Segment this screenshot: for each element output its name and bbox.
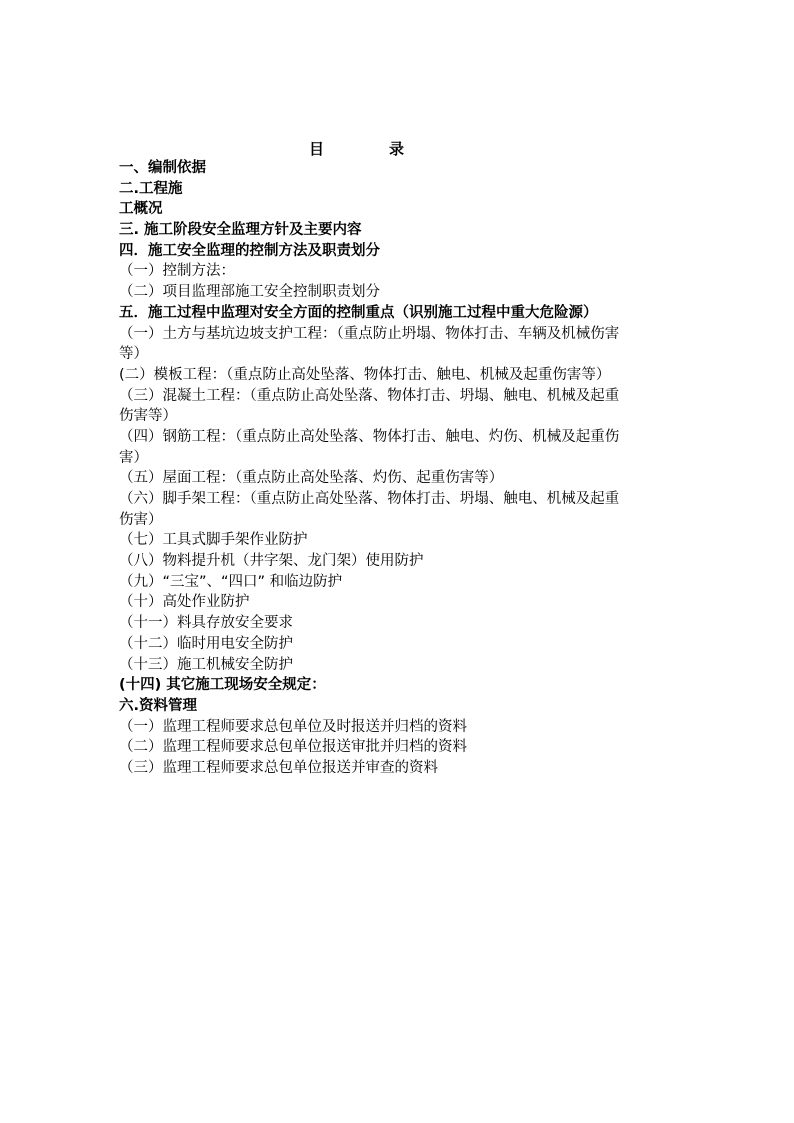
toc-entry: （六）脚手架工程：（重点防止高处坠落、物体打击、坍塌、触电、机械及起重 xyxy=(119,491,620,507)
toc-entry: 四．施工安全监理的控制方法及职责划分 xyxy=(119,242,380,259)
toc-title-part2: 录 xyxy=(389,140,405,158)
table-of-contents xyxy=(119,158,679,779)
toc-entry: （十）高处作业防护 xyxy=(119,594,250,611)
toc-title xyxy=(0,138,794,160)
toc-entry: （五）屋面工程：（重点防止高处坠落、灼伤、起重伤害等） xyxy=(119,470,504,487)
toc-entry: （十三）施工机械安全防护 xyxy=(119,656,293,673)
toc-entry: 害） xyxy=(119,449,148,466)
toc-entry: 工概况 xyxy=(119,201,163,218)
toc-entry: （三）监理工程师要求总包单位报送并审查的资料 xyxy=(119,759,438,776)
toc-entry: （九）“三宝”、“四口” 和临边防护 xyxy=(119,573,343,590)
toc-entry: （七）工具式脚手架作业防护 xyxy=(119,532,308,549)
toc-entry: 五．施工过程中监理对安全方面的控制重点（识别施工过程中重大危险源） xyxy=(119,304,598,321)
toc-entry: （十一）料具存放安全要求 xyxy=(119,615,293,632)
toc-entry: 六.资料管理 xyxy=(119,697,198,714)
toc-entry: 一、编制依据 xyxy=(119,160,206,176)
toc-entry: 三. 施工阶段安全监理方针及主要内容 xyxy=(119,222,362,239)
toc-entry: （三）混凝土工程：（重点防止高处坠落、物体打击、坍塌、触电、机械及起重 xyxy=(119,387,620,404)
toc-title-part1: 目 xyxy=(309,140,325,158)
toc-entry: 伤害等） xyxy=(119,408,177,425)
toc-entry: (十四) 其它施工现场安全规定： xyxy=(119,677,326,694)
toc-entry: （二）监理工程师要求总包单位报送审批并归档的资料 xyxy=(119,739,467,756)
toc-entry: 伤害） xyxy=(119,511,163,528)
toc-entry: （一）控制方法： xyxy=(119,263,235,280)
toc-entry: (二）模板工程：（重点防止高处坠落、物体打击、触电、机械及起重伤害等） xyxy=(119,366,611,383)
toc-entry: 等） xyxy=(119,346,148,363)
toc-entry: （一）土方与基坑边坡支护工程：（重点防止坍塌、物体打击、车辆及机械伤害 xyxy=(119,325,620,342)
toc-entry: 二.工程施 xyxy=(119,180,183,197)
toc-entry: （四）钢筋工程：（重点防止高处坠落、物体打击、触电、灼伤、机械及起重伤 xyxy=(119,428,620,445)
toc-entry: （二）项目监理部施工安全控制职责划分 xyxy=(119,284,380,301)
toc-entry: （一）监理工程师要求总包单位及时报送并归档的资料 xyxy=(119,718,467,735)
toc-entry: （八）物料提升机（井字架、龙门架）使用防护 xyxy=(119,553,424,570)
toc-entry: （十二）临时用电安全防护 xyxy=(119,635,293,652)
